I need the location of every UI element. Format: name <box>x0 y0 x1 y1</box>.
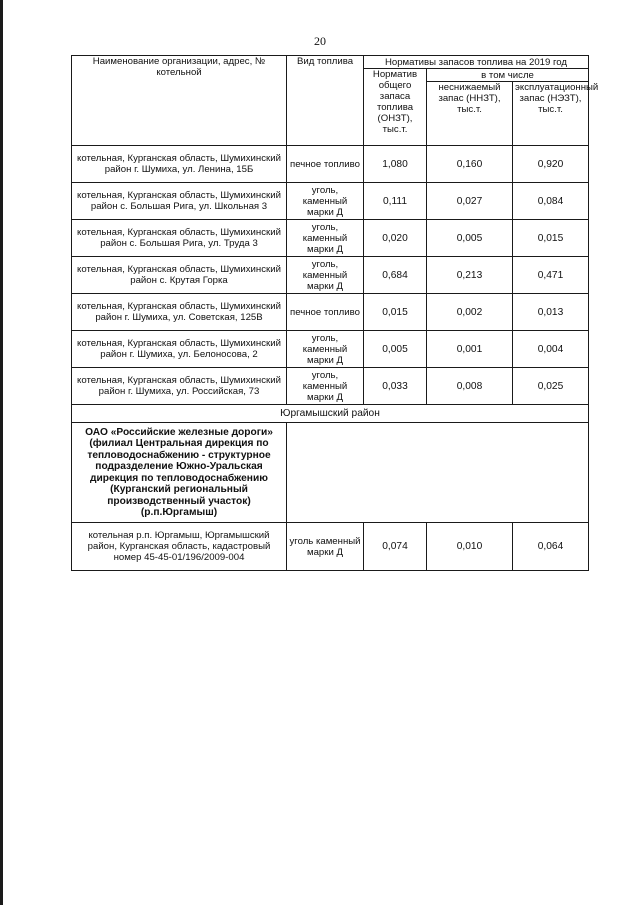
nezt-value: 0,064 <box>513 523 589 571</box>
nnzt-value: 0,001 <box>427 331 513 368</box>
boiler-address: котельная, Курганская область, Шумихинский район г. Шумиха, ул. Ленина, 15Б <box>72 146 287 183</box>
page-left-edge <box>0 0 3 905</box>
header-nezt: эксплуатационный запас (НЭЗТ), тыс.т. <box>513 82 589 146</box>
fuel-type: печное топливо <box>287 146 364 183</box>
header-including: в том числе <box>427 69 589 82</box>
fuel-type: уголь, каменный марки Д <box>287 257 364 294</box>
onzt-value: 0,074 <box>364 523 427 571</box>
district-heading: Юргамышский район <box>72 405 589 423</box>
nnzt-value: 0,005 <box>427 220 513 257</box>
nezt-value: 0,025 <box>513 368 589 405</box>
nnzt-value: 0,213 <box>427 257 513 294</box>
nezt-value: 0,471 <box>513 257 589 294</box>
table-row <box>72 183 589 220</box>
page-number: 20 <box>314 34 326 48</box>
nnzt-value: 0,002 <box>427 294 513 331</box>
nezt-value: 0,004 <box>513 331 589 368</box>
nnzt-value: 0,160 <box>427 146 513 183</box>
fuel-type: печное топливо <box>287 294 364 331</box>
onzt-value: 0,015 <box>364 294 427 331</box>
boiler-address: котельная, Курганская область, Шумихинский район с. Крутая Горка <box>72 257 287 294</box>
table-row <box>72 368 589 405</box>
fuel-norms-table <box>71 55 599 571</box>
onzt-value: 0,111 <box>364 183 427 220</box>
onzt-value: 0,020 <box>364 220 427 257</box>
organization-empty-cell <box>287 423 589 523</box>
fuel-type: уголь, каменный марки Д <box>287 220 364 257</box>
boiler-address: котельная, Курганская область, Шумихинский район с. Большая Рига, ул. Труда 3 <box>72 220 287 257</box>
fuel-type: уголь каменный марки Д <box>287 523 364 571</box>
table-row <box>72 331 589 368</box>
table-row <box>72 146 589 183</box>
table-row <box>72 257 589 294</box>
nnzt-value: 0,027 <box>427 183 513 220</box>
onzt-value: 0,684 <box>364 257 427 294</box>
nezt-value: 0,015 <box>513 220 589 257</box>
fuel-type: уголь, каменный марки Д <box>287 331 364 368</box>
nnzt-value: 0,010 <box>427 523 513 571</box>
organization-name: ОАО «Российские железные дороги» (филиал Центральная дирекция по тепловодоснабжению - структурное подразделение Южно-Уральская дирекция по тепловодоснабжению (Курганский региональный производственный участок) (р.п.Юргамыш) <box>72 423 287 523</box>
fuel-type: уголь, каменный марки Д <box>287 368 364 405</box>
boiler-address: котельная, Курганская область, Шумихинский район г. Шумиха, ул. Белоносова, 2 <box>72 331 287 368</box>
header-organization: Наименование организации, адрес, № котельной <box>72 56 287 146</box>
table-row <box>72 523 589 571</box>
boiler-address: котельная, Курганская область, Шумихинский район г. Шумиха, ул. Российская, 73 <box>72 368 287 405</box>
table-row <box>72 294 589 331</box>
fuel-type: уголь, каменный марки Д <box>287 183 364 220</box>
header-fuel-type: Вид топлива <box>287 56 364 146</box>
boiler-address: котельная р.п. Юргамыш, Юргамышский район, Курганская область, кадастровый номер 45-45-01/196/2009-004 <box>72 523 287 571</box>
onzt-value: 1,080 <box>364 146 427 183</box>
onzt-value: 0,033 <box>364 368 427 405</box>
nezt-value: 0,013 <box>513 294 589 331</box>
onzt-value: 0,005 <box>364 331 427 368</box>
header-norms-group: Нормативы запасов топлива на 2019 год <box>364 56 589 69</box>
boiler-address: котельная, Курганская область, Шумихинский район с. Большая Рига, ул. Школьная 3 <box>72 183 287 220</box>
table-row <box>72 220 589 257</box>
nezt-value: 0,920 <box>513 146 589 183</box>
header-nnzt: неснижаемый запас (ННЗТ), тыс.т. <box>427 82 513 146</box>
header-total-norm: Норматив общего запаса топлива (ОНЗТ), тыс.т. <box>364 69 427 146</box>
nnzt-value: 0,008 <box>427 368 513 405</box>
boiler-address: котельная, Курганская область, Шумихинский район г. Шумиха, ул. Советская, 125В <box>72 294 287 331</box>
nezt-value: 0,084 <box>513 183 589 220</box>
